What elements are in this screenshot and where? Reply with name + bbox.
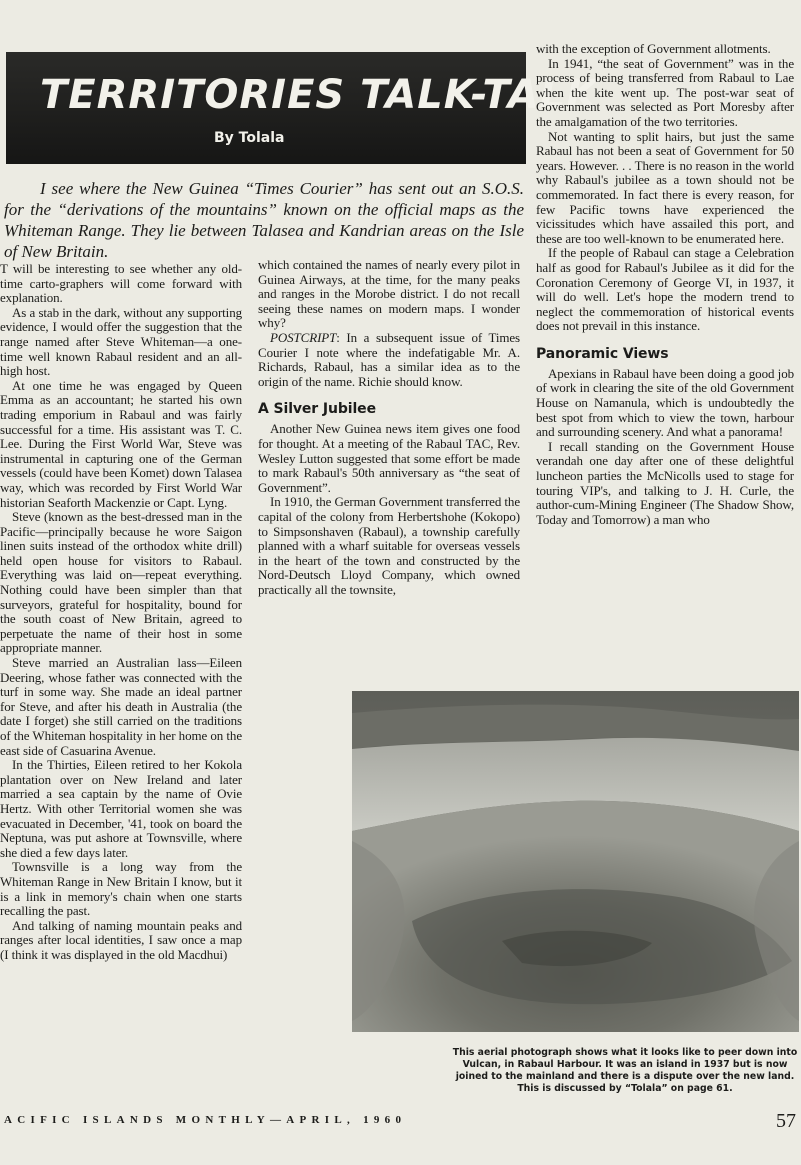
byline: By Tolala [214,130,285,146]
col3-paragraph: Not wanting to split hairs, but just the same Rabaul has not been a seat of Government for 50 years. However. . . There is no reason in the world why Rabaul's jubilee as a town should not be commemorated. In fact there is every reason, for few Pacific towns have experienced the vicissitudes which have assailed this port, and these are too well-known to be enumerated here. [536,128,794,246]
page-number: 57 [776,1110,796,1132]
column-1 [0,262,242,1094]
standfirst: I see where the New Guinea “Times Courier” has sent out an S.O.S. for the “derivations of the mountains” known on the official maps as the Whiteman Range. They lie between Talasea and Kandrian areas on the Isle of New Britain. [4,179,524,261]
postscript-label: POSTCRIPT [270,329,337,345]
postscript-text: : In a subsequent issue of Times Courier I note where the indefatigable Mr. A. Richards, Rabaul, has a similar idea as to the origin of the name. Richie should know. [258,329,520,389]
photo-caption: This aerial photograph shows what it looks like to peer down into Vulcan, in Rabaul Harbour. It was an island in 1937 but is now joined to the mainland and there is a dispute over the new land. This is discussed by “Tolala” on page 61. [452,1047,798,1094]
photo-image [352,691,799,1032]
subhead-silver-jubilee: A Silver Jubilee [258,401,376,418]
col2-intro: which contained the names of nearly every pilot in Guinea Airways, at the time, for the many peaks and ranges in the Morobe district. I do not recall seeing these names on modern maps. I wonder why? [258,258,520,331]
col1-paragraph: In the Thirties, Eileen retired to her Kokola plantation over on New Ireland and later married a sea captain by the name of Ovie Hertz. With other Territorial women she was evacuated in December, '41, took on board the Neptuna, was put ashore at Townsville, where she died a few days later. [0,757,242,860]
col1-paragraph: Steve (known as the best-dressed man in the Pacific—principally because he wore Saigon linen suits instead of the orthodox white drill) held open house for visitors to Rabaul. Everything was laid on—repeat everything. Nothing could have been simpler than that surveyors, grateful for hospitality, bound for the south coast of New Britain, agreed to perpetuate the name of their host in some appropriate manner. [0,509,242,656]
col1-paragraph: At one time he was engaged by Queen Emma as an accountant; he started his own trading emporium in Rabaul and was fairly successful for a time. His assistant was T. C. Lee. During the First World War, Steve was instrumental in capturing one of the German vessels (could have been Komet) down Talasea way, which was recorded by First World War historian Seaforth Mackenzie or Capt. Lyng. [0,377,242,510]
col1-paragraph: And talking of naming mountain peaks and ranges after local identities, I saw once a map (I think it was displayed in the old Macdhui) [0,917,242,962]
column-2 [258,258,520,678]
col1-paragraph: Steve married an Australian lass—Eileen Deering, whose father was connected with the turf in some way. She made an ideal partner for Steve, and after his death in Australia (the date I forget) she still carried on the traditions of the Whiteman hospitality in her home on the east side of Casuarina Avenue. [0,655,242,758]
subhead-panoramic-views: Panoramic Views [536,345,669,362]
col3-paragraph: Apexians in Rabaul have been doing a good job of work in clearing the site of the old Government House on Namanula, which is undoubtedly the best spot from which to view the town, harbour and surrounding scenery. And what a panorama! [536,365,794,440]
postscript-paragraph [258,331,520,389]
col1-paragraph: T will be interesting to see whether any old-time carto-graphers will come forward with explanation. [0,262,242,306]
col2-paragraph: Another New Guinea news item gives one food for thought. At a meeting of the Rabaul TAC, Rev. Wesley Lutton suggested that some effort be made to mark Rabaul's 50th anniversary as “the seat of Government”. [258,421,520,495]
running-footer: ACIFIC ISLANDS MONTHLY—APRIL, 1960 [4,1114,407,1126]
col3-paragraph: In 1941, “the seat of Government” was in the process of being transferred from Rabaul to Lae when the kite went up. The post-war seat of Government was selected as Port Moresby after the amalgamation of the two territories. [536,55,794,129]
col3-paragraph: I recall standing on the Government House verandah one day after one of these delightful luncheon parties the McNicolls used to stage for touring VIP's, and talking to J. H. Curle, the author-cum-Mining Engineer (The Shadow Show, Today and Tomorrow) a man who [536,438,794,527]
col3-lead: with the exception of Government allotments. [536,42,771,56]
col1-paragraph: As a stab in the dark, without any supporting evidence, I would offer the suggestion that the range named after Steve Whiteman—a one-time well known Rabaul resident and an all-high host. [0,304,242,379]
col2-paragraph: In 1910, the German Government transferred the capital of the colony from Herbertshohe (Kokopo) to Simpsonshaven (Rabaul), a township carefully planned with a wharf suitable for overseas vessels in the heart of the town and constructed by the Nord-Deutsch Lloyd Company, which owned practically all the townsite, [258,494,520,597]
article-title: TERRITORIES TALK-TALK [40,72,599,118]
column-3 [536,42,794,682]
col1-paragraph: Townsville is a long way from the Whiteman Range in New Britain I know, but it is a link in memory's chain when one starts recalling the past. [0,859,242,919]
col3-paragraph: If the people of Rabaul can stage a Celebration half as good for Rabaul's Jubilee as it did for the Coronation Ceremony of George VI, in 1937, it will do well. Let's hope the modern trend to neglect the commemoration of historical events does not prevail in this instance. [536,245,794,334]
aerial-photo-vulcan [352,691,799,1032]
title-banner [6,52,599,164]
